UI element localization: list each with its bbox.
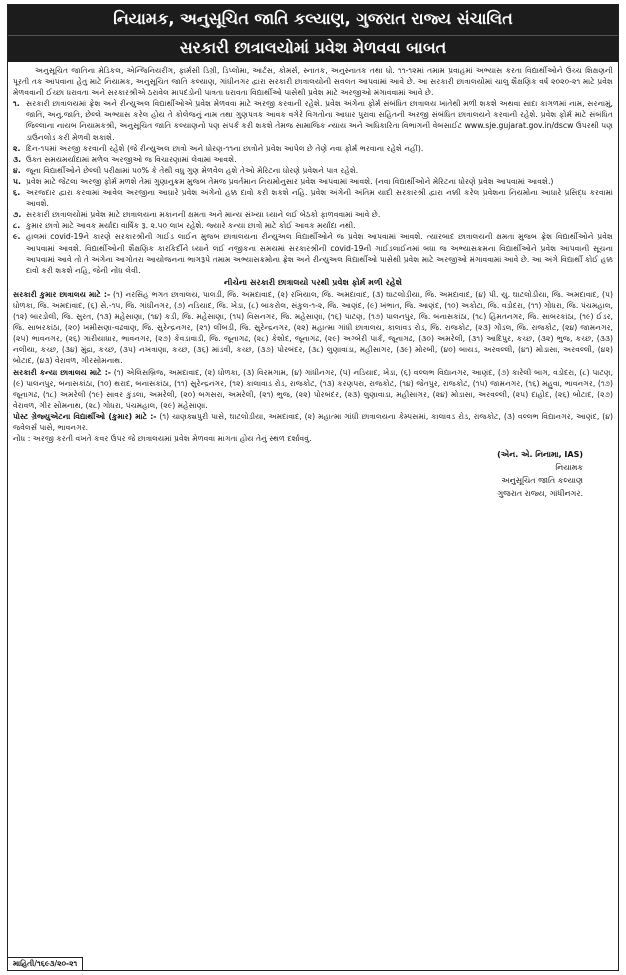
header-title: નિયામક, અનુસૂચિત જાતિ કલ્યાણ, ગુજરાત રાજ્ય સંચાલિત [8, 5, 618, 35]
point-item [13, 143, 613, 154]
intro-paragraph: અનુસૂચિત જાતિના મેડિકલ, એન્જિનિયરીંગ, ફાર્મસી ડિગ્રી, ડિપ્લોમા, આર્ટસ, કોમર્સ, સ્નાતક, અનુસ્નાતક તથા ધો. ૧૧-૧૨માં તમામ પ્રવાહમાં અભ્યાસ કરતા વિદ્યાર્થીઓને ઉચ્ચ શિક્ષણની પૂરતી તક આપવાના હેતુ માટે નિયામક, અનુસૂચિત જાતિ કલ્યાણ, ગાંધીનગર દ્વારા સરકારી છાત્રાલયોની સવલત આપવામાં આવે છે. આ સરકારી છાત્રાલયોમાં ચાલુ શૈક્ષણિક વર્ષ ૨૦૨૦-૨૧ માટે પ્રવેશ મેળવવાની ઈચ્છા ધરાવતા અને સરકારશ્રીએ ઠરાવેલ માપદંડોની પાત્રતા ધરાવતા વિદ્યાર્થીઓ પાસેથી પ્રવેશ માટે અરજીઓ મંગાવવામાં આવે છે. [13, 66, 613, 98]
signatory-name: (એન. એ. નિનામા, IAS) [497, 450, 583, 460]
boys-hostel-text: (૧) નરસિંહ ભગત છાત્રાલય, પાલડી, જિ. અમદાવાદ, (૨) રખિયાલ, જિ. અમદાવાદ, (૩) ઘાટલોડીયા, જિ. અમદાવાદ, (૪) પી. યુ. ઘાટલોડીયા, જિ. અમદાવાદ, (૫) ધોળકા, જિ. અમદાવાદ, (૬) સે.-૧૫, જિ. ગાંધીનગર, (૭) નડિયાદ, જિ. ખેડા, (૮) બાકરોલ, સંકુલ-૧-૨, જિ. આણંદ, (૯) ખંભાત, જિ. આણંદ, (૧૦) અકોટા, જિ. વડોદરા, (૧૧) ગોધરા, જિ. પંચમહાલ, (૧૨) બારડોલી, જિ. સુરત, (૧૩) મહેસાણા, (૧૪) કડી, જિ. મહેસાણા, (૧૫) વિસનગર, જિ. મહેસાણા, (૧૬) પાટણ, (૧૭) પાલનપુર, જિ. બનાસકાંઠા, (૧૮) હિંમતનગર, જિ. સાબરકાંઠા, (૧૯) ઈડર, જિ. સાબરકાંઠા, (૨૦) ખમીસણા-વઢવાણ, જિ. સુરેન્દ્રનગર, (૨૧) લીંબડી, જિ. સુરેન્દ્રનગર, (૨૨) મહાત્મા ગાંધી છાત્રાલય, કાલાવડ રોડ, જિ. રાજકોટ, (૨૩) ગોંડલ, જિ. રાજકોટ, (૨૪) જામનગર, (૨૫) ભાવનગર, (૨૬) ગારીયાધાર, ભાવનગર, (૨૭) કેવડાવાડી, જિ. જૂનાગઢ, (૨૮) કેશોદ, જૂનાગઢ, (૨૯) અગ્બેરી પાર્ક, જૂનાગઢ, (૩૦) અમરેલી, (૩૧) આદિપુર, કચ્છ, (૩૨) ભુજ, કચ્છ, (૩૩) નલીયા, કચ્છ, (૩૪) મુંદ્રા, કચ્છ, (૩૫) નખત્રાણા, કચ્છ, (૩૬) માંડવી, કચ્છ, (૩૭) પોરબંદર, (૩૮) લુણાવાડા, મહીસાગર, (૩૯) મોરબી, (૪૦) બાયડ, અરવલ્લી, (૪૧) મોડાસા, અરવલ્લી, (૪૨) બોટાદ, (૪૩) વેરાવળ, ગીરસોમનાથ. [13, 289, 614, 366]
signature-block [13, 448, 613, 500]
point-number: ૮. [13, 221, 21, 231]
point-text: કુમાર છાત્રો માટે આવક મર્યાદા વાર્ષિક રૂ. ૨.૫૦ લાખ રહેશે. જ્યારે કન્યા છાત્રો માટે કોઈ આવક મર્યાદા નથી. [26, 221, 356, 231]
point-number: ૨. [13, 143, 21, 153]
point-item [13, 154, 613, 165]
point-text: દિન-૧૫માં અરજી કરવાની રહેશે (જે રીન્યુઅલ છાત્રો અને ધોરણ-૧૧ના છાત્રોને પ્રવેશ આપેલ છે તેણે નવા ફોર્મ ભરવાના રહેશે નહીં). [26, 143, 424, 153]
point-item [13, 165, 613, 176]
point-number: ૬. [13, 188, 21, 198]
point-text: જૂના વિદ્યાર્થીઓને છેલ્લી પરીક્ષામાં ૫૦% કે તેથી વધુ ગુણ મેળવેલ હશે તેઓ મેરિટના ધોરણે પ્રવેશને પાત્ર રહેશે. [26, 165, 359, 175]
point-text: હાલમાં covid-19ને કારણે સરકારશ્રીની ગાઈડ લાઈન મુજબ છાત્રાલયના રીન્યુઅલ વિદ્યાર્થીઓને જ પ્રવેશ આપવામાં આવશે. ત્યારબાદ છાત્રાલયની ક્ષમતા મુજબ ફ્રેશ વિદ્યાર્થીઓને પ્રવેશ આપવામાં આવશે. વિદ્યાર્થીઓની શૈક્ષણિક કારકિર્દીને ધ્યાને લઈ નજીકના સમયમાં સરકારશ્રીની covid-19ની ગાઈડલાઈનમાં બધા જ અભ્યાસક્રમના વિદ્યાર્થીઓને પ્રવેશ આપવાની સૂચના આપવામાં આવે તો તે અંગેના આગોતરા આયોજનના ભાગરૂપે તમામ અભ્યાસક્રમોના ફ્રેશ અને રીન્યુઅલ વિદ્યાર્થીઓ પાસેથી પ્રવેશ માટે અરજીઓ મંગાવવામાં આવે છે. આ અંગે વિદ્યાર્થી કોઈ હક્ક દાવો કરી શકશે નહિ, જેની નોંધ લેવી. [26, 232, 613, 275]
girls-hostel-label: સરકારી કન્યા છાત્રાલય માટે :- [13, 367, 111, 377]
point-item [13, 98, 613, 142]
notice-body [8, 62, 618, 500]
point-number: ૧. [13, 99, 20, 109]
boys-hostel-list [13, 289, 613, 367]
hostel-list-heading: નીચેના સરકારી છાત્રાલયો પરથી પ્રવેશ ફોર્મ મળી રહેશે [223, 276, 403, 287]
point-item [13, 176, 613, 187]
point-item [13, 220, 613, 231]
point-number: ૭. [13, 210, 22, 220]
point-text: સરકારી છાત્રાલયોમાં પ્રવેશ માટે છાત્રાલયના મકાનની ક્ષમતા અને માન્ય સંખ્યા ધ્યાને લઈ બેઠકો ફાળવવામાં આવે છે. [26, 210, 381, 220]
point-item [13, 231, 613, 275]
point-text: સરકારી છાત્રાલયમાં ફ્રેશ અને રીન્યુઅલ વિદ્યાર્થીઓએ પ્રવેશ મેળવવા માટે અરજી કરવાની રહેશે. પ્રવેશ અંગેના ફોર્મ સંબંધિત છાત્રાલય ખાતેથી મળી શકશે અથવા સાદા કાગળમાં નામ, સરનામું, જાતિ, અનુ.જાતિ, છેલ્લે અભ્યાસ કરેલ હોય તે કોલેજનું નામ તથા ગુણપત્રક આવક વગેરે વિગતોના આધાર પુરાવા સહિતની અરજી સંબંધિત છાત્રાલયને કરવાની રહેશે. પ્રવેશ ફોર્મ માટે સંબંધિત જિલ્લાના નાયબ નિયામકશ્રી, અનુસૂચિત જાતિ કલ્યાણનો પણ સંપર્ક કરી શકશે તેમજ સામાજિક ન્યાય અને અધિકારિતા વિભાગની વેબસાઈટ www.sje.gujarat.gov.in/dscw ઉપરથી પણ ડાઉનલોડ કરી મેળવી શકાશે. [26, 99, 613, 142]
postgrad-hostel-list [13, 411, 613, 433]
postgrad-hostel-text: (૧) ચાણક્યપુરી પાસે, ઘાટલોડીયા, અમદાવાદ, (૨) મહાત્મા ગાંધી છાત્રાલયના કેમ્પસમાં, કાલાવડ રોડ, રાજકોટ, (૩) વલ્લભ વિદ્યાનગર, આણંદ, (૪) જવેલર્સ પાસે, ભાવનગર. [13, 411, 613, 432]
postgrad-hostel-label: પોસ્ટ ગ્રેજ્યુએટના વિદ્યાર્થીઓ (કુમાર) માટે :- [13, 411, 157, 421]
point-text: ઉક્ત સમયમર્યાદામાં મળેલ અરજીઓ જ વિચારણામાં લેવામાં આવશે. [26, 154, 237, 164]
point-number: ૪. [13, 165, 21, 175]
notice-document [7, 4, 619, 971]
point-number: ૩. [13, 154, 22, 164]
point-number: ૯. [13, 232, 21, 242]
signatory-place: ગુજરાત રાજ્ય, ગાંધીનગર. [497, 489, 583, 499]
point-number: ૫. [13, 176, 21, 186]
point-item [13, 187, 613, 209]
point-text: પ્રવેશ માટે જેટલા અરજી ફોર્મ મળશે તેમાં ગુણાનુક્રમ મુજબ તેમજ પ્રવર્તમાન નિયમોનુસાર પ્રવેશ આપવામાં આવશે. (નવા વિદ્યાર્થીઓને મેરિટના ધોરણે પ્રવેશ આપવામાં આવશે.) [26, 176, 554, 186]
note: નોંધ : અરજી કરતી વખતે કવર ઉપર જે છાત્રાલયમાં પ્રવેશ મેળવવા માગતા હોય તેનું સ્થળ દર્શાવવું. [13, 434, 312, 444]
girls-hostel-text: (૧) એલિસબ્રિજ, અમદાવાદ, (૨) ધોળકા, (૩) વિરમગામ, (૪) ગાંધીનગર, (૫) નડિયાદ, ખેડા, (૬) વલ્લભ વિદ્યાનગર, આણંદ, (૭) કારેલી બાગ, વડોદરા, (૮) પાટણ, (૯) પાલનપુર, બનાસકાંઠા, (૧૦) થરાદ, બનાસકાંઠા, (૧૧) સુરેન્દ્રનગર, (૧૨) કાલાવાડ રોડ, રાજકોટ, (૧૩) કરણપરા, રાજકોટ, (૧૪) જેતપુર, રાજકોટ, (૧૫) જામનગર, (૧૬) મહુવા, ભાવનગર, (૧૭) જૂનાગઢ, (૧૮) અમરેલી (૧૯) સાવર કુંડલા, અમરેલી, (૨૦) બગસરા, અમરેલી, (૨૧) ભુજ, (૨૨) પોરબંદર, (૨૩) લુણાવાડા, મહીસાગર, (૨૪) મોડાસા, અરવલ્લી, (૨૫) દાહોદ, (૨૬) બોટાદ, (૨૭) વેરાવળ, ગીર સોમનાથ, (૨૮) ગોધરા, પંચમહાલ, (૨૯) મહેસાણા. [13, 367, 613, 410]
point-text: અરજદાર દ્વારા કરવામાં આવેલ અરજીના આધારે પ્રવેશ અંગેનો હક્ક દાવો કરી શકશે નહિ. પ્રવેશ અંગેની અંતિમ યાદી સરકારશ્રી દ્વારા નક્કી કરેલ પ્રવેશના નિયમોના આધારે પ્રસિદ્ધ કરવામાં આવશે. [26, 188, 613, 209]
points-list [13, 98, 613, 276]
boys-hostel-label: સરકારી કુમાર છાત્રાલય માટે :- [13, 289, 111, 299]
reference-number: માહિતી/૧૬૯૩/૨૦-૨૧ [8, 957, 83, 970]
point-item [13, 209, 613, 220]
girls-hostel-list [13, 367, 613, 411]
header-subtitle: સરકારી છાત્રાલયોમાં પ્રવેશ મેળવવા બાબત [8, 35, 618, 62]
signatory-designation: નિયામક [555, 463, 583, 473]
signatory-department: અનુસૂચિત જાતિ કલ્યાણ [501, 476, 583, 486]
